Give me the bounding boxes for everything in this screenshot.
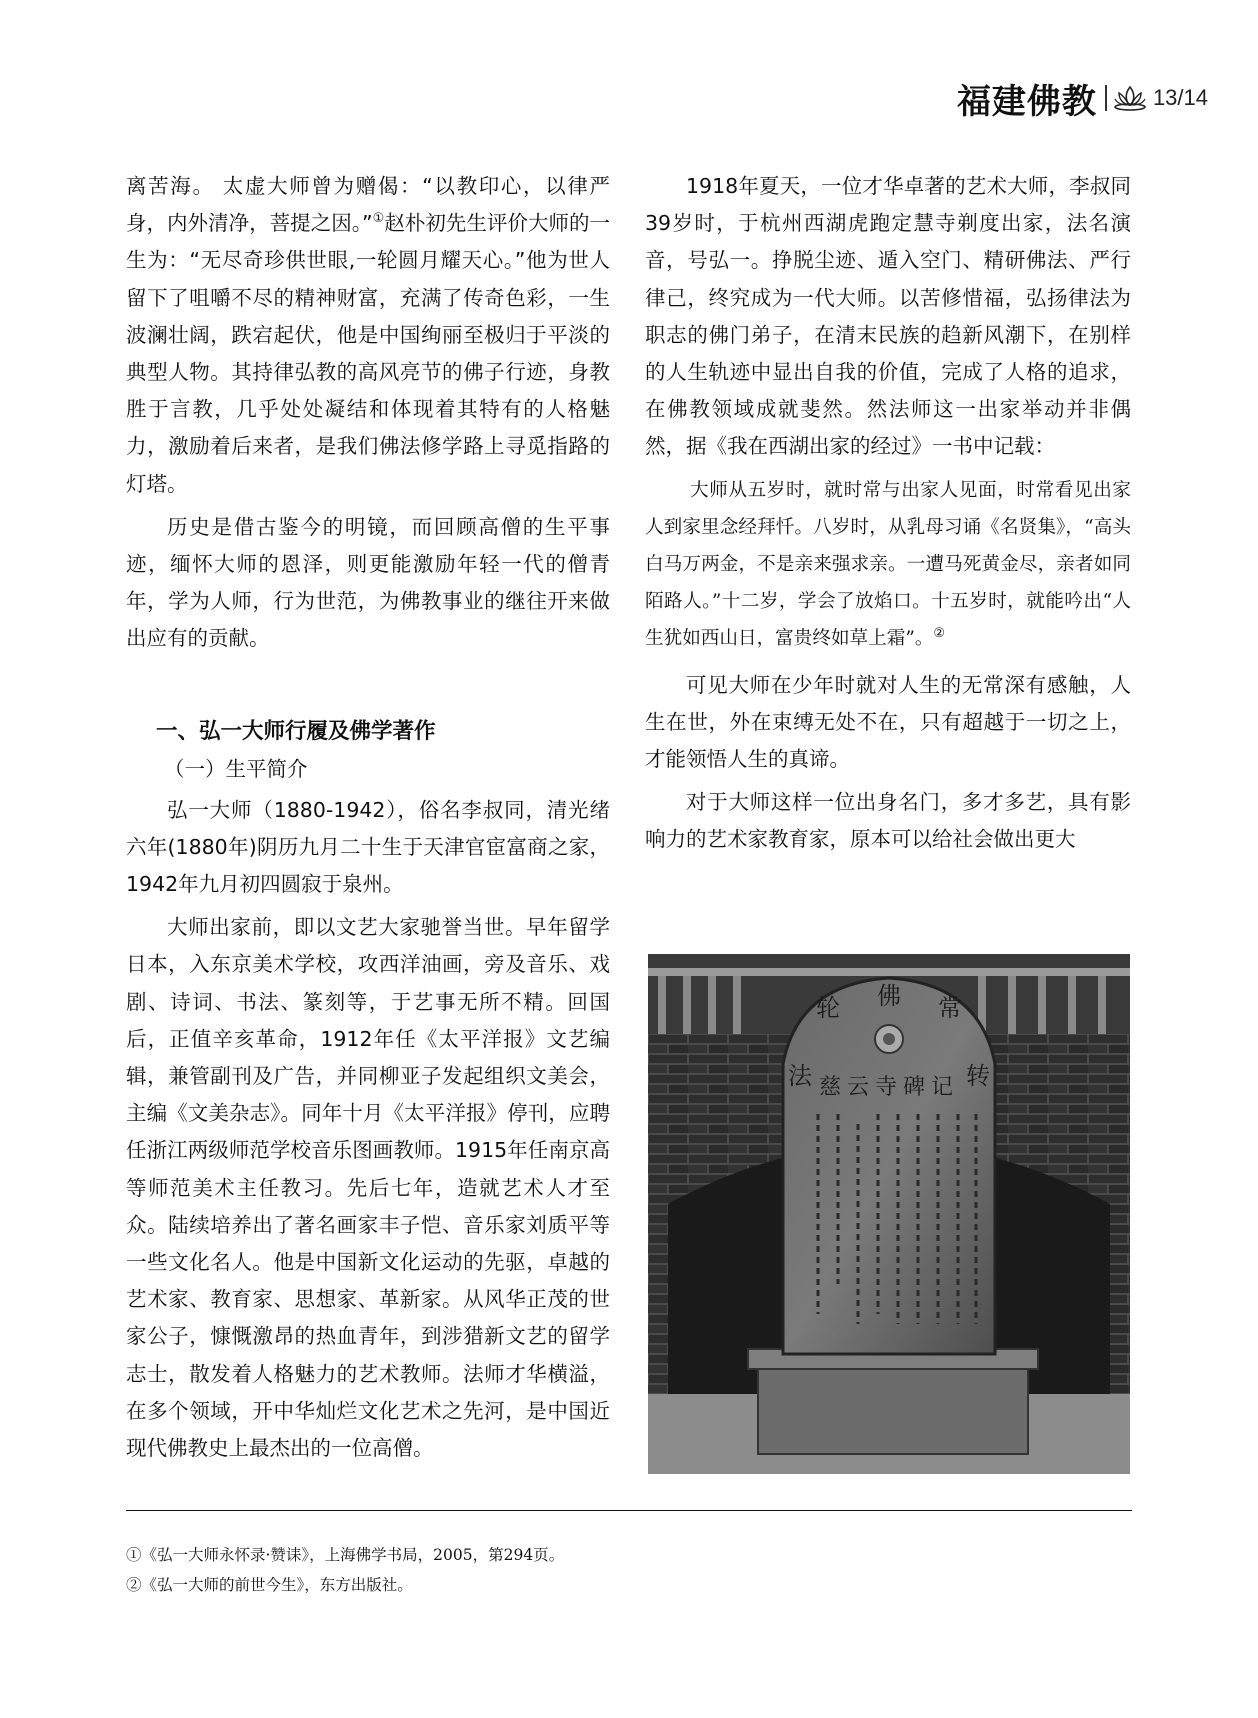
footnotes [126,1540,1132,1600]
stele-char: 法 [788,1062,812,1090]
section-heading: 一、弘一大师行履及佛学著作 [156,718,436,744]
lotus-icon [1113,83,1147,113]
footnote-divider [126,1510,1132,1511]
block-quote [645,472,1131,657]
stele-char: 佛 [877,982,901,1010]
stele-char: 轮 [816,994,840,1022]
stele-title: 慈云寺碑记 [818,1075,960,1100]
stele-photo [648,954,1130,1474]
journal-title: 福建佛教 [956,81,1097,122]
footnote-ref-1: ① [372,211,385,227]
paragraph: 对于大师这样一位出身名门，多才多艺，具有影响力的艺术家教育家，原本可以给社会做出更大 [645,790,1131,852]
stele-char: 常 [938,994,962,1022]
subsection-heading: （一）生平简介 [164,756,308,781]
page-header [956,78,1208,122]
paragraph: 大师出家前，即以文艺大家驰誉当世。早年留学日本，入东京美术学校，攻西洋油画，旁及音乐、戏剧、诗词、书法、篆刻等，于艺事无所不精。回国后，正值辛亥革命，1912年任《太平洋报》文艺编辑，兼管副刊及广告，并同柳亚子发起组织文美会，主编《文美杂志》。同年十月《太平洋报》停刊，应聘任浙江两级师范学校音乐图画教师。1915年任南京高等师范美术主任教习。先后七年，造就艺术人才至众。陆续培养出了著名画家丰子恺、音乐家刘质平等一些文化名人。他是中国新文化运动的先驱，卓越的艺术家、教育家、思想家、革新家。从风华正茂的世家公子，慷慨激昂的热血青年，到涉猎新文艺的留学志士，散发着人格魅力的艺术教师。法师才华横溢，在多个领域，开中华灿烂文化艺术之先河，是中国近现代佛教史上最杰出的一位高僧。 [126,915,610,1461]
paragraph: 1918年夏天，一位才华卓著的艺术大师，李叔同39岁时，于杭州西湖虎跑定慧寺剃度出家，法名演音，号弘一。挣脱尘迹、遁入空门、精研佛法、严行律己，终究成为一代大师。以苦修惜福，弘扬律法为职志的佛门弟子，在清末民族的趋新风潮下，在别样的人生轨迹中显出自我的价值，完成了人格的追求，在佛教领域成就斐然。然法师这一出家举动并非偶然，据《我在西湖出家的经过》一书中记载： [645,174,1131,459]
stele-char: 转 [966,1062,990,1090]
paragraph: 历史是借古鉴今的明镜，而回顾高僧的生平事迹，缅怀大师的恩泽，则更能激励年轻一代的僧青年，学为人师，行为世范，为佛教事业的继往开来做出应有的贡献。 [126,514,610,651]
left-column [126,168,610,1467]
footnote-ref-2: ② [933,625,946,641]
header-divider [1105,85,1107,111]
footnote-1: ①《弘一大师永怀录·赞诔》，上海佛学书局，2005，第294页。 [126,1546,565,1564]
paragraph: 可见大师在少年时就对人生的无常深有感触，人生在世，外在束缚无处不在，只有超越于一切之上，才能领悟人生的真谛。 [645,672,1131,772]
right-column [645,168,1131,859]
paragraph-text: 赵朴初先生评价大师的一生为：“无尽奇珍供世眼,一轮圆月耀天心。”他为世人留下了咀嚼不尽的精神财富，充满了传奇色彩，一生波澜壮阔，跌宕起伏，他是中国绚丽至极归于平淡的典型人物。其持律弘教的高风亮节的佛子行迹，身教胜于言教，几乎处处凝结和体现着其特有的人格魅力，激励着后来者，是我们佛法修学路上寻觅指路的灯塔。 [126,211,611,496]
footnote-2: ②《弘一大师的前世今生》，东方出版社。 [126,1576,413,1594]
paragraph: 弘一大师（1880-1942），俗名李叔同，清光绪六年(1880年)阴历九月二十生于天津官宦富商之家，1942年九月初四圆寂于泉州。 [126,797,610,897]
quote-text: 大师从五岁时，就时常与出家人见面，时常看见出家人到家里念经拜忏。八岁时，从乳母习诵《名贤集》，“高头白马万两金，不是亲来强求亲。一遭马死黄金尽，亲者如同陌路人。”十二岁，学会了放焰口。十五岁时，就能吟出“人生犹如西山日，富贵终如草上霜”。 [645,479,1131,649]
paragraph [126,168,610,503]
paragraph-text: 离苦海。 太虚大师曾为赠偈：“以教印心，以律严身，内外清净，菩提之因。” [126,174,610,236]
page-number: 13/14 [1152,85,1208,110]
